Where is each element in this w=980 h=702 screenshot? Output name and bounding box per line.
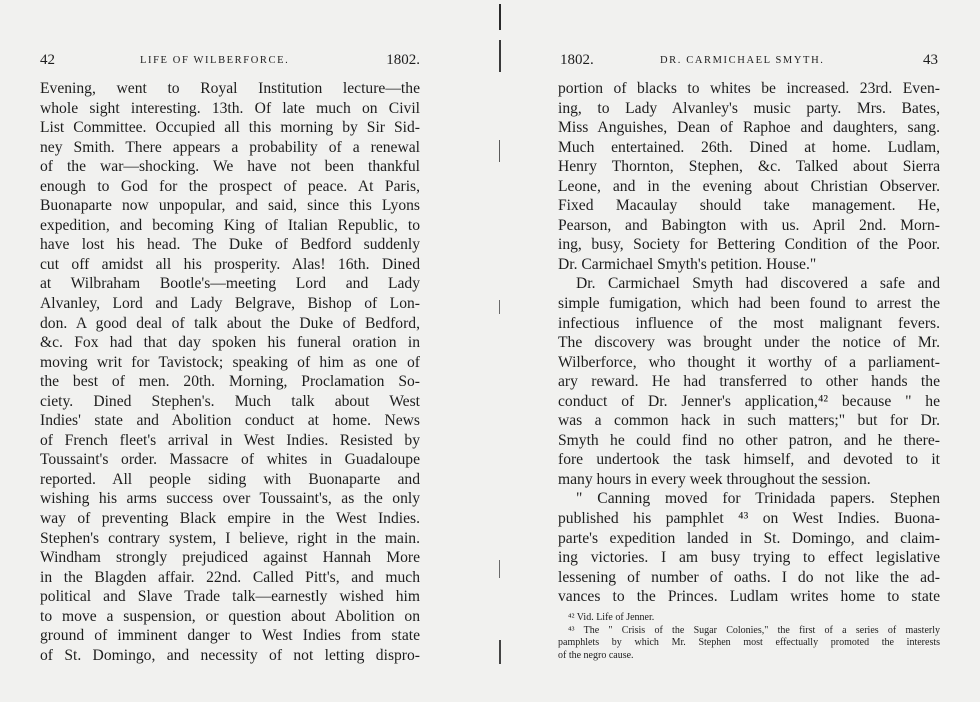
text-line: lessening of number of oaths. I do not like the ad- <box>558 568 940 586</box>
paragraph-start-line: Dr. Carmichael Smyth had discovered a safe and <box>576 275 940 293</box>
text-line: way of preventing Black empire in the West Indies. <box>40 510 420 528</box>
text-line: Evening, went to Royal Institution lecture—the <box>40 80 420 97</box>
text-line: Miss Anguishes, Dean of Raphoe and daughters, sang. <box>558 119 940 137</box>
footnote-continued: pamphlets by which Mr. Stephen most effectually promoted the interests <box>558 637 940 648</box>
text-line: portion of blacks to whites be increased. 23rd. Even- <box>558 80 940 97</box>
text-line: Windham strongly prejudiced against Hannah More <box>40 549 420 567</box>
text-line: reported. All people siding with Buonaparte and <box>40 470 420 488</box>
text-line: have lost his head. The Duke of Bedford suddenly <box>40 236 420 254</box>
text-line: ney Smith. There appears a probability of a renewal <box>40 138 420 156</box>
text-line: ciety. Dined Stephen's. Much talk about West <box>40 392 420 410</box>
text-line: ing, busy, Society for Bettering Condition of the Poor. <box>558 236 940 254</box>
text-line: Stephen's contrary system, I believe, right in the main. <box>40 529 420 547</box>
right-page <box>490 0 980 702</box>
left-year: 1802. <box>386 52 420 68</box>
right-year: 1802. <box>560 52 594 68</box>
text-line: was a common hack in such matters;" but for Dr. <box>558 412 940 430</box>
text-line: Toussaint's order. Massacre of whites in Guadaloupe <box>40 451 420 469</box>
text-line: cut off amidst all his prosperity. Alas! 16th. Dined <box>40 255 420 273</box>
text-line: political and Slave Trade talk—earnestly wished him <box>40 588 420 606</box>
text-line: expedition, and becoming King of Italian Republic, to <box>40 216 420 234</box>
text-line: ground of imminent danger to West Indies from state <box>40 627 420 645</box>
text-line: Fixed Macaulay should take management. He, <box>558 197 940 215</box>
text-line: of French fleet's arrival in West Indies. Resisted by <box>40 431 420 449</box>
text-line: published his pamphlet ⁴³ on West Indies. Buona- <box>558 510 940 528</box>
text-line: ary reward. He had transferred to other hands the <box>558 373 940 391</box>
text-line: moving writ for Tavistock; speaking of him as one of <box>40 353 420 371</box>
footnote: ⁴³ The " Crisis of the Sugar Colonies," the first of a series of masterly <box>568 624 940 636</box>
left-running-title: LIFE OF WILBERFORCE. <box>140 55 290 66</box>
text-line: &c. Fox had that day spoken his funeral oration in <box>40 334 420 352</box>
footnote-continued: of the negro cause. <box>558 649 634 661</box>
text-line: Buonaparte now unpopular, and said, since this Lyons <box>40 197 420 215</box>
text-line: vances to the Princes. Ludlam writes home to state <box>558 588 940 606</box>
text-line: enough to God for the prospect of peace. At Paris, <box>40 177 420 195</box>
right-page-number: 43 <box>923 52 938 68</box>
text-line: don. A good deal of talk about the Duke of Bedford, <box>40 314 420 332</box>
text-line: at Wilbraham Bootle's—meeting Lord and Lady <box>40 275 420 293</box>
text-line: ing, to Lady Alvanley's music party. Mrs. Bates, <box>558 99 940 117</box>
text-line: simple fumigation, which had been found to arrest the <box>558 295 940 313</box>
text-line: Smyth he could find no other patron, and he there- <box>558 431 940 449</box>
text-line: infectious influence of the most malignant fevers. <box>558 314 940 332</box>
left-page-number: 42 <box>40 52 55 68</box>
text-line: whole sight interesting. 13th. Of late much on Civil <box>40 99 420 117</box>
text-line: in the Blagden affair. 22nd. Called Pitt's, and much <box>40 568 420 586</box>
text-line: Pearson, and Babington with us. April 2nd. Morn- <box>558 216 940 234</box>
text-line: of the war—shocking. We have not been thankful <box>40 158 420 176</box>
text-line: Much entertained. 26th. Dined at home. Ludlam, <box>558 138 940 156</box>
right-running-title: DR. CARMICHAEL SMYTH. <box>660 55 825 66</box>
text-line: List Committee. Occupied all this morning by Sir Sid- <box>40 119 420 137</box>
text-line: the best of men. 20th. Morning, Proclamation So- <box>40 373 420 391</box>
text-line: ing victories. I am busy trying to effect legislative <box>558 549 940 567</box>
text-line: wishing his arms success over Toussaint's, as the only <box>40 490 420 508</box>
text-line: Alvanley, Lord and Lady Belgrave, Bishop of Lon- <box>40 295 420 313</box>
text-line: Henry Thornton, Stephen, &c. Talked about Sierra <box>558 158 940 176</box>
text-line: parte's expedition landed in St. Domingo, and claim- <box>558 529 940 547</box>
text-line: Indies' state and Abolition conduct at home. News <box>40 412 420 430</box>
text-line: to move a suspension, or question about Abolition on <box>40 607 420 625</box>
text-line: fore undertook the task himself, and devoted to it <box>558 451 940 469</box>
text-line: of St. Domingo, and necessity of not letting dispro- <box>40 646 420 664</box>
left-running-head <box>40 52 420 72</box>
footnotes <box>558 612 940 662</box>
right-body-text <box>558 79 940 607</box>
text-line: conduct of Dr. Jenner's application,⁴² because " he <box>558 392 940 410</box>
footnote: ⁴² Vid. Life of Jenner. <box>568 612 655 623</box>
paragraph-start-line: " Canning moved for Trinidada papers. Stephen <box>576 490 940 508</box>
text-line: many hours in every week throughout the session. <box>558 470 871 488</box>
text-line: Dr. Carmichael Smyth's petition. House." <box>558 255 817 273</box>
left-body-text <box>40 79 420 665</box>
text-line: Wilberforce, who thought it worthy of a parliament- <box>558 353 940 371</box>
text-line: Leone, and in the evening about Christian Observer. <box>558 177 940 195</box>
right-running-head <box>560 52 938 72</box>
text-line: The discovery was brought under the notice of Mr. <box>558 334 940 352</box>
